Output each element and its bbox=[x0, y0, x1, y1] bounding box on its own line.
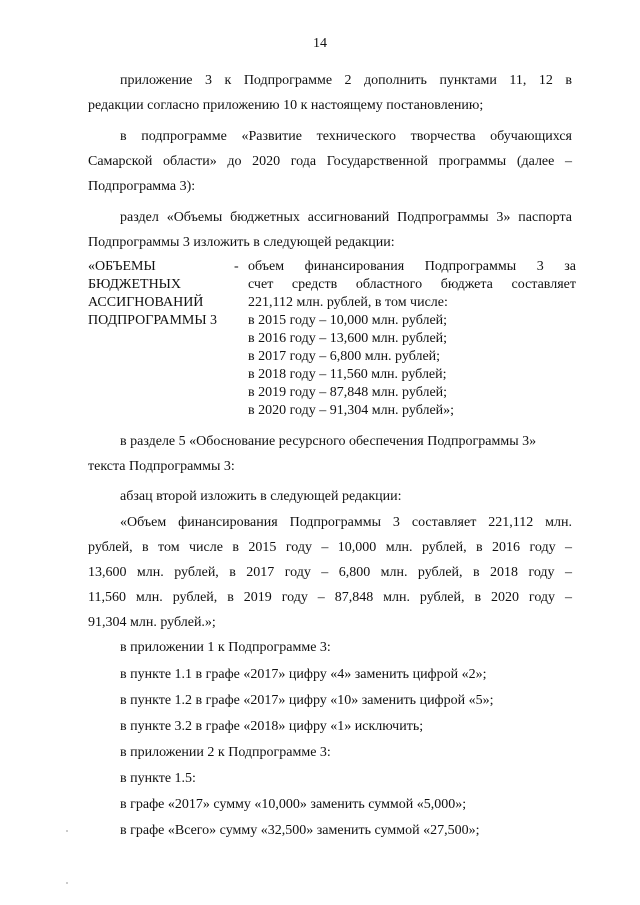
paragraph-line: в пункте 1.1 в графе «2017» цифру «4» заменить цифрой «2»; bbox=[120, 667, 487, 682]
value-line: в 2016 году – 13,600 млн. рублей; bbox=[248, 331, 448, 346]
label-line: ПОДПРОГРАММЫ 3 bbox=[88, 313, 218, 328]
budget-values bbox=[248, 258, 576, 420]
paragraph-line: в приложении 1 к Подпрограмме 3: bbox=[120, 640, 331, 655]
paragraph-line: 11,560 млн. рублей, в 2019 году – 87,848 млн. рублей, в 2020 году – bbox=[88, 590, 572, 605]
scan-speck bbox=[66, 830, 68, 832]
paragraph-line: в приложении 2 к Подпрограмме 3: bbox=[120, 745, 331, 760]
value-line: объем финансирования Подпрограммы 3 за bbox=[248, 259, 576, 274]
value-line: счет средств областного бюджета составляет bbox=[248, 277, 576, 292]
value-line: в 2020 году – 91,304 млн. рублей»; bbox=[248, 403, 455, 418]
paragraph-line: 13,600 млн. рублей, в 2017 году – 6,800 млн. рублей, в 2018 году – bbox=[88, 565, 572, 580]
paragraph-line: в подпрограмме «Развитие технического творчества обучающихся bbox=[120, 129, 572, 144]
paragraph-line: в графе «2017» сумму «10,000» заменить суммой «5,000»; bbox=[120, 797, 467, 812]
page-number: 14 bbox=[313, 36, 327, 51]
paragraph-line: рублей, в том числе в 2015 году – 10,000 млн. рублей, в 2016 году – bbox=[88, 540, 572, 555]
label-line: БЮДЖЕТНЫХ bbox=[88, 277, 182, 292]
paragraph-line: в графе «Всего» сумму «32,500» заменить суммой «27,500»; bbox=[120, 823, 480, 838]
value-line: в 2019 году – 87,848 млн. рублей; bbox=[248, 385, 448, 400]
paragraph-line: в пункте 3.2 в графе «2018» цифру «1» исключить; bbox=[120, 719, 424, 734]
paragraph-line: текста Подпрограммы 3: bbox=[88, 459, 235, 474]
paragraph-line: абзац второй изложить в следующей редакции: bbox=[120, 489, 402, 504]
separator-dash: - bbox=[234, 259, 239, 274]
paragraph-line: редакции согласно приложению 10 к настоящему постановлению; bbox=[88, 98, 484, 113]
value-line: в 2018 году – 11,560 млн. рублей; bbox=[248, 367, 447, 382]
paragraph-line: приложение 3 к Подпрограмме 2 дополнить пунктами 11, 12 в bbox=[120, 73, 572, 88]
paragraph-line: Подпрограмма 3): bbox=[88, 179, 196, 194]
paragraph-line: в пункте 1.2 в графе «2017» цифру «10» заменить цифрой «5»; bbox=[120, 693, 494, 708]
value-line: 221,112 млн. рублей, в том числе: bbox=[248, 295, 448, 310]
paragraph-line: в пункте 1.5: bbox=[120, 771, 196, 786]
paragraph-line: «Объем финансирования Подпрограммы 3 составляет 221,112 млн. bbox=[120, 515, 572, 530]
value-line: в 2017 году – 6,800 млн. рублей; bbox=[248, 349, 441, 364]
paragraph-line: Самарской области» до 2020 года Государственной программы (далее – bbox=[88, 154, 572, 169]
label-line: «ОБЪЕМЫ bbox=[88, 259, 156, 274]
paragraph-line: раздел «Объемы бюджетных ассигнований Подпрограммы 3» паспорта bbox=[120, 210, 572, 225]
paragraph-line: 91,304 млн. рублей.»; bbox=[88, 615, 216, 630]
paragraph-line: в разделе 5 «Обоснование ресурсного обеспечения Подпрограммы 3» bbox=[120, 434, 537, 449]
value-line: в 2015 году – 10,000 млн. рублей; bbox=[248, 313, 448, 328]
budget-label bbox=[88, 258, 238, 330]
paragraph-line: Подпрограммы 3 изложить в следующей редакции: bbox=[88, 235, 395, 250]
scan-speck bbox=[66, 882, 68, 884]
label-line: АССИГНОВАНИЙ bbox=[88, 295, 204, 310]
budget-table bbox=[88, 258, 576, 418]
